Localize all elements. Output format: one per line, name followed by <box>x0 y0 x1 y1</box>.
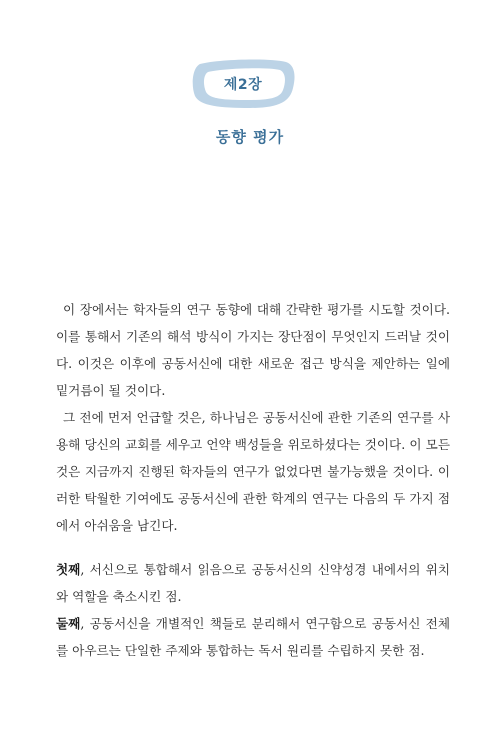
point-text: , 서신으로 통합해서 읽음으로 공동서신의 신약성경 내에서의 위치와 역할을 축소시킨 점. <box>56 562 450 604</box>
point-item <box>56 556 450 610</box>
point-lead: 첫째 <box>56 562 81 577</box>
chapter-badge <box>190 58 296 110</box>
paragraph: 그 전에 먼저 언급할 것은, 하나님은 공동서신에 관한 기존의 연구를 사용해 당신의 교회를 세우고 언약 백성들을 위로하셨다는 것이다. 이 모든 것은 지금까지 진행된 학자들의 연구가 없었다면 불가능했을 것이다. 이러한 탁월한 기여에도 공동서신에 관한 학계의 연구는 다음의 두 가지 점에서 아쉬움을 남긴다. <box>56 410 450 533</box>
point-lead: 둘째 <box>56 616 81 631</box>
points-list <box>56 556 450 664</box>
point-item <box>56 610 450 664</box>
page-title: 동향 평가 <box>215 128 285 146</box>
body-text <box>56 296 450 539</box>
paragraph: 이 장에서는 학자들의 연구 동향에 대해 간략한 평가를 시도할 것이다. 이를 통해서 기존의 해석 방식이 가지는 장단점이 무엇인지 드러날 것이다. 이것은 이후에 공동서신에 대한 새로운 접근 방식을 제안하는 일에 밑거름이 될 것이다. <box>56 302 450 398</box>
chapter-label: 제2장 <box>223 77 263 93</box>
point-text: , 공동서신을 개별적인 책들로 분리해서 연구함으로 공동서신 전체를 아우르는 단일한 주제와 통합하는 독서 원리를 수립하지 못한 점. <box>56 616 450 658</box>
